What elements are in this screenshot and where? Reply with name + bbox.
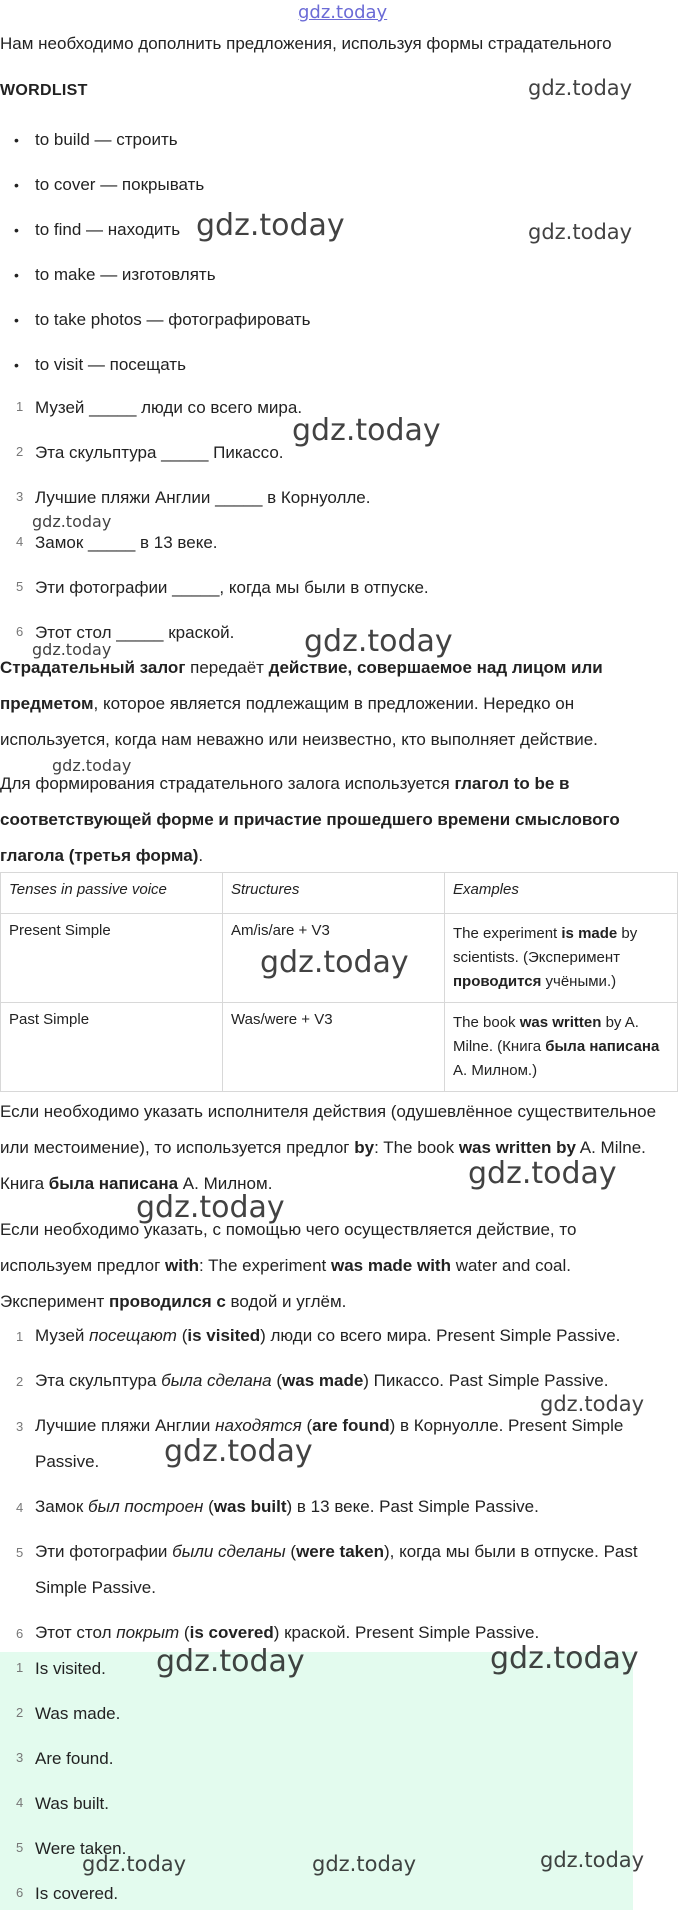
exercise-item: 2 Эта скульптура _____ Пикассо. [16,443,284,462]
exercise-item: 6 Этот стол _____ краской. [16,623,235,642]
exercise-item: 3 Лучшие пляжи Англии _____ в Корнуолле. [16,488,371,507]
watermark: gdz.today [82,1852,187,1876]
table-header-row [1,873,678,914]
watermark: gdz.today [528,220,633,244]
table-cell: Am/is/are + V3 [223,914,445,1003]
watermark: gdz.today [164,1434,313,1469]
table-row [1,1003,678,1092]
exercise-item: 1 Музей _____ люди со всего мира. [16,398,303,417]
watermark: gdz.today [540,1392,645,1416]
list-item: • to take photos — фотографировать [0,310,640,355]
watermark: gdz.today [468,1156,617,1191]
by-paragraph: Если необходимо указать исполнителя действия (одушевлённое существительное или местоимение), то используется предлог by: The book was written by A. Milne. Книга была написана А. Милном. [0,1102,657,1193]
intro-text: Нам необходимо дополнить предложения, используя формы страдательного [0,34,612,53]
watermark: gdz.today [292,413,441,448]
watermark: gdz.today [260,945,409,980]
watermark: gdz.today [156,1644,305,1679]
exercise-item: 5 Эти фотографии _____, когда мы были в отпуске. [16,578,429,597]
table-header: Examples [445,873,678,914]
table-header: Tenses in passive voice [1,873,223,914]
short-answer-item: 1 Is visited. [16,1659,106,1678]
short-answer-item: 3 Are found. [16,1749,114,1768]
short-answer-item: 4 Was built. [16,1794,110,1813]
wordlist-heading: WORDLIST [0,82,88,99]
table-header: Structures [223,873,445,914]
list-item: • to make — изготовлять [0,265,640,310]
with-paragraph: Если необходимо указать, с помощью чего осуществляется действие, то используем предлог with: The experiment was made with water and coal. Эксперимент проводился с водой и углём. [0,1220,577,1311]
passive-voice-table [0,872,678,1092]
watermark: gdz.today [136,1190,285,1225]
answers-list [0,1318,670,1651]
table-cell: Present Simple [1,914,223,1003]
table-cell: Past Simple [1,1003,223,1092]
table-cell: The experiment is made by scientists. (Эксперимент проводится учёными.) [445,914,678,1003]
list-item: • to visit — посещать [0,355,640,400]
wordlist [0,130,640,400]
site-logo[interactable]: gdz.today [298,2,388,23]
watermark: gdz.today [540,1848,645,1872]
answer-item: 6 Этот стол покрыт (is covered) краской. Present Simple Passive. [16,1623,540,1642]
watermark: gdz.today [490,1641,639,1676]
list-item: • to build — строить [0,130,640,175]
exercise-item: 4 Замок _____ в 13 веке. [16,533,218,552]
short-answers-list [0,1659,670,1929]
theory-paragraph-1: Страдательный залог передаёт действие, совершаемое над лицом или предметом, которое является подлежащим в предложении. Нередко он используется, когда нам неважно или неизвестно, кто выполняет действие. [0,658,603,749]
watermark: gdz.today [32,512,112,531]
answer-item: 5 Эти фотографии были сделаны (were taken), когда мы были в отпуске. Past Simple Passive. [16,1542,638,1597]
short-answer-item: 6 Is covered. [16,1884,119,1903]
watermark: gdz.today [528,76,633,100]
list-item: • to find — находить [0,220,640,265]
watermark: gdz.today [32,640,112,659]
answer-item: 1 Музей посещают (is visited) люди со всего мира. Present Simple Passive. [16,1326,621,1345]
short-answer-item: 5 Were taken. [16,1839,127,1858]
list-item: • to cover — покрывать [0,175,640,220]
answer-item: 2 Эта скульптура была сделана (was made) Пикассо. Past Simple Passive. [16,1371,609,1390]
watermark: gdz.today [304,624,453,659]
short-answer-item: 2 Was made. [16,1704,121,1723]
answer-item: 3 Лучшие пляжи Англии находятся (are found) в Корнуолле. Present Simple Passive. [16,1416,624,1471]
table-cell: Was/were + V3 [223,1003,445,1092]
table-cell: The book was written by A. Milne. (Книга была написана А. Милном.) [445,1003,678,1092]
watermark: gdz.today [312,1852,417,1876]
theory-paragraph-2: Для формирования страдательного залога используется глагол to be в соответствующей форме и причастие прошедшего времени смыслового глагола (третья форма). [0,774,620,865]
watermark: gdz.today [196,208,345,243]
answer-item: 4 Замок был построен (was built) в 13 веке. Past Simple Passive. [16,1497,539,1516]
watermark: gdz.today [52,756,132,775]
